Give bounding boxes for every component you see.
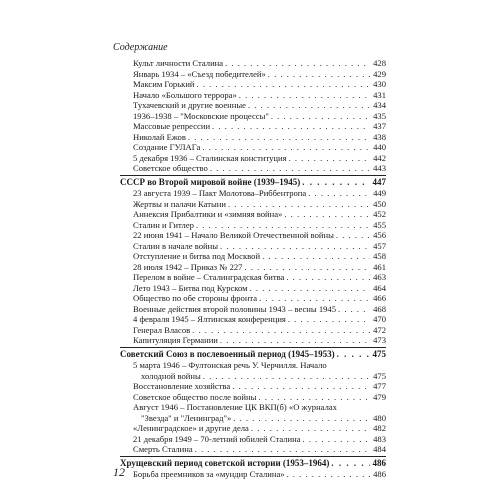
toc-entry-page: 431 [373, 89, 386, 100]
toc-entry [133, 230, 386, 241]
toc-entry [133, 293, 386, 304]
toc-entry [133, 402, 386, 423]
page-number: 12 [113, 465, 125, 479]
toc-entry-title: 28 июля 1942 – Приказ № 227 [133, 261, 243, 272]
toc-entry-title: Культ личности Сталина [133, 58, 224, 68]
toc-entry [133, 434, 386, 445]
dot-leader [251, 423, 370, 434]
toc-entry-page: 430 [373, 79, 386, 89]
toc-entry [133, 100, 386, 111]
toc-entry-page: 472 [373, 324, 386, 335]
toc-entry-page: 473 [373, 335, 386, 345]
toc-entry [133, 314, 386, 325]
dot-leader [287, 469, 370, 480]
toc-entry-page: 438 [373, 131, 386, 142]
toc-entry-page: 455 [373, 219, 386, 230]
dot-leader [248, 100, 370, 111]
toc-entry-page: 480 [373, 412, 386, 423]
toc-entry-line [133, 413, 386, 424]
dot-leader [212, 121, 370, 132]
dot-leader [188, 132, 370, 143]
dot-leader [262, 251, 370, 262]
toc-entry-title: Январь 1934 – «Съезд победителей» [133, 68, 266, 79]
dot-leader [220, 241, 370, 252]
dot-leader [303, 434, 370, 445]
toc-entry-title: Сталин и Гитлер [133, 219, 194, 230]
toc-entry-page: 461 [373, 261, 386, 272]
toc-entry-page: 470 [373, 314, 386, 324]
toc-entry [133, 423, 386, 434]
toc-entry [133, 199, 386, 210]
toc-entry [133, 325, 386, 336]
toc-entry [133, 220, 386, 231]
toc-entry [133, 381, 386, 392]
toc-entry [133, 163, 386, 174]
toc-entry-page: 483 [373, 433, 386, 444]
toc-entry [133, 111, 386, 122]
toc-entry-page: 456 [373, 230, 386, 240]
dot-leader [289, 153, 370, 164]
toc-entry-title: Создание ГУЛАГа [133, 142, 201, 152]
toc-entry-title-continued: холодной войны [141, 370, 201, 381]
dot-leader [239, 90, 370, 101]
toc-entry [133, 251, 386, 262]
toc-entry-page: 435 [373, 110, 386, 121]
toc-entry-title: Генерал Власов [133, 324, 191, 335]
toc-entry-title: «Ленинградское» и другие дела [133, 423, 249, 433]
dot-leader [288, 314, 370, 325]
toc-entry-page: 464 [373, 282, 386, 293]
toc-entry [133, 392, 386, 403]
toc-entry-page: 463 [373, 272, 386, 282]
toc-entry [133, 444, 386, 455]
dot-leader [284, 209, 370, 220]
toc-entry-title: 21 декабря 1949 – 70-летний юбилей Сталина [133, 433, 301, 444]
toc-entry-title: 5 марта 1946 – Фултонская речь У. Черчилля. Начало [133, 360, 327, 370]
toc-entry-title: Военные действия второй половины 1943 – весны 1945 [133, 303, 337, 314]
toc-entry-page: 475 [373, 370, 386, 381]
toc-entry-page: 457 [373, 240, 386, 251]
dot-leader [259, 293, 370, 304]
toc-entry-title: Лето 1943 – Битва под Курском [133, 282, 248, 293]
toc-entry-title-continued: "Звезда" и "Ленинград"» [141, 412, 232, 423]
toc-entry-title: 23 августа 1939 – Пакт Молотова–Риббентропа [133, 188, 307, 198]
dot-leader [258, 392, 370, 403]
toc-entry-page: 428 [373, 58, 386, 68]
toc-entry-page: 434 [373, 100, 386, 110]
toc-entry [133, 79, 386, 90]
dot-leader [228, 199, 370, 210]
toc-entry-title: Отступление и битва под Москвой [133, 251, 261, 261]
dot-leader [250, 283, 370, 294]
toc-entry-title: Аннексия Прибалтики и «зимняя война» [133, 209, 283, 219]
toc-entry [133, 469, 386, 480]
toc-entry-title: 4 февраля 1945 – Ялтинская конференция [133, 314, 286, 324]
toc-entry-title: Август 1946 – Постановление ЦК ВКП(б) «О журналах [133, 402, 337, 412]
dot-leader [202, 142, 370, 153]
toc-entry [133, 142, 386, 153]
toc-section-heading [120, 456, 386, 470]
table-of-contents [120, 58, 386, 480]
dot-leader [268, 69, 370, 80]
dot-leader [271, 111, 370, 122]
toc-entry [133, 69, 386, 80]
dot-leader [302, 177, 370, 189]
toc-entry-title: 5 декабря 1936 – Сталинская конституция [133, 152, 287, 163]
toc-entry-title: Восстановление хозяйства [133, 381, 231, 391]
toc-entry-page: 475 [372, 348, 386, 359]
dot-leader [233, 413, 370, 424]
toc-entry-title: Сталин в начале войны [133, 240, 219, 251]
toc-entry-page: 437 [373, 121, 386, 131]
toc-entry-title: Советское общество [133, 163, 208, 173]
dot-leader [336, 230, 370, 241]
toc-entry-page: 482 [373, 423, 386, 433]
toc-entry-title: Советский Союз в послевоенный период (1945–1953) [120, 348, 335, 359]
toc-entry-page: 486 [372, 457, 386, 468]
toc-entry [133, 241, 386, 252]
toc-entry-page: 452 [373, 209, 386, 219]
toc-entry-line [133, 371, 386, 382]
toc-section-heading [120, 347, 386, 361]
dot-leader [286, 272, 370, 283]
toc-entry [133, 58, 386, 69]
toc-entry-page: 440 [373, 142, 386, 152]
toc-entry-page: 479 [373, 391, 386, 402]
toc-entry-page: 466 [373, 293, 386, 303]
dot-leader [337, 349, 370, 361]
toc-entry [133, 153, 386, 164]
toc-entry-title: Борьба преемников за «мундир Сталина» [133, 469, 285, 479]
toc-entry-title: 1936–1938 – "Московские процессы" [133, 110, 269, 121]
toc-entry-page: 443 [373, 163, 386, 173]
toc-entry-page: 442 [373, 152, 386, 163]
toc-entry-title: Смерть Сталина [133, 444, 193, 454]
dot-leader [338, 304, 370, 315]
toc-entry [133, 132, 386, 143]
toc-entry-page: 484 [373, 444, 386, 454]
dot-leader [220, 335, 370, 346]
toc-entry-page: 450 [373, 198, 386, 209]
toc-entry-page: 449 [373, 188, 386, 198]
toc-entry [133, 360, 386, 381]
toc-entry-title: Общество по обе стороны фронта [133, 293, 258, 303]
dot-leader [192, 325, 370, 336]
running-header: Содержание [113, 42, 168, 53]
toc-entry-title: Капитуляция Германии [133, 335, 218, 345]
toc-entry [133, 283, 386, 294]
toc-entry-title: Максим Горький [133, 79, 195, 89]
toc-entry-title: Жертвы и палачи Катыни [133, 198, 226, 209]
toc-entry-title: 22 июня 1941 – Начало Великой Отечественной войны [133, 230, 334, 240]
toc-entry-title: Начало «Большого террора» [133, 89, 237, 100]
toc-entry-page: 486 [373, 469, 386, 479]
toc-entry-page: 429 [373, 68, 386, 79]
toc-entry-title: Массовые репрессии [133, 121, 211, 131]
toc-entry [133, 209, 386, 220]
toc-entry-title: Хрущевский период советской истории (1953–1964) [120, 457, 330, 468]
toc-section-heading [120, 175, 386, 189]
toc-entry-page: 468 [373, 303, 386, 314]
toc-entry [133, 304, 386, 315]
toc-entry [133, 188, 386, 199]
toc-entry [133, 121, 386, 132]
toc-entry-title: Советское общество после войны [133, 391, 257, 402]
dot-leader [244, 262, 370, 273]
dot-leader [195, 444, 370, 455]
toc-entry [133, 335, 386, 346]
toc-entry-title: Перелом в войне – Сталинградская битва [133, 272, 285, 282]
dot-leader [225, 58, 370, 69]
dot-leader [232, 381, 370, 392]
dot-leader [308, 188, 370, 199]
toc-entry [133, 272, 386, 283]
dot-leader [196, 220, 370, 231]
toc-entry-page: 447 [372, 176, 386, 187]
toc-entry-title: Тухачевский и другие военные [133, 100, 246, 110]
toc-entry [133, 262, 386, 273]
toc-entry-title: Николай Ежов [133, 131, 186, 142]
toc-entry-title: СССР во Второй мировой войне (1939–1945) [120, 176, 301, 187]
dot-leader [203, 371, 370, 382]
dot-leader [331, 458, 370, 470]
toc-entry [133, 90, 386, 101]
dot-leader [210, 163, 370, 174]
dot-leader [197, 79, 370, 90]
toc-entry-page: 477 [373, 381, 386, 391]
toc-entry-page: 458 [373, 251, 386, 261]
